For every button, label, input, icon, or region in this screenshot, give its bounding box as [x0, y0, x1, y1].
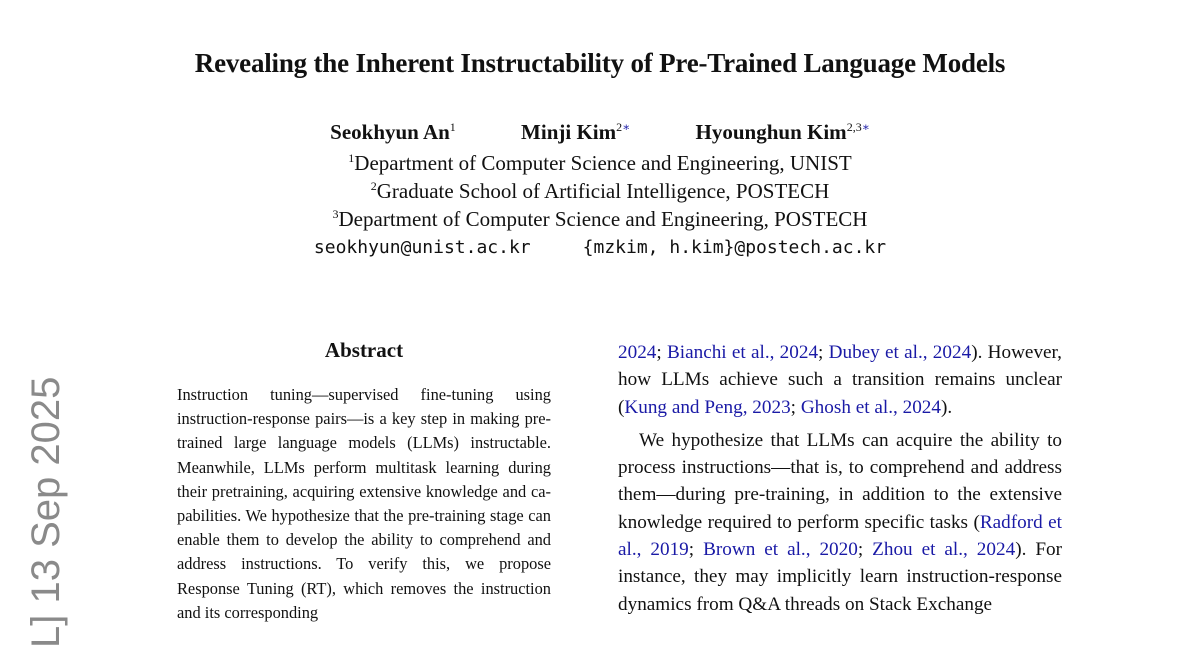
- author-name: Seokhyun An: [330, 120, 450, 144]
- arxiv-stamp: L] 13 Sep 2025: [24, 376, 68, 648]
- author-affil-sup: 2,3: [846, 120, 862, 134]
- abstract-text: Instruction tuning—supervised fine-tuning using instruction-response pairs—is a key step in making pre-trained large language models (LLMs) instructable. Meanwhile, LLMs perform multitask learning during their pretraining, acquiring extensive knowledge and capabilities. We hypothesize that the pre-training stage can enable them to develop the ability to comprehend and address instructions. To verify this, we propose Response Tuning (RT), which removes the instruction and its corresponding: [177, 385, 551, 622]
- citation-link[interactable]: Dubey et al., 2024: [828, 342, 972, 363]
- body-paragraph-1: [618, 339, 1062, 421]
- corresponding-author-mark: ∗: [622, 120, 631, 134]
- author-affil-sup: 2: [616, 120, 623, 134]
- affiliation-sup: 3: [332, 207, 339, 221]
- citation-link[interactable]: Bianchi et al., 2024: [666, 342, 819, 363]
- body-text: ).: [940, 396, 953, 418]
- body-text: ;: [857, 539, 873, 561]
- citation-link[interactable]: Kung and Peng, 2023: [624, 396, 791, 418]
- affiliation-text: Graduate School of Artificial Intelligence, POSTECH: [376, 179, 830, 203]
- affiliation-text: Department of Computer Science and Engineering, UNIST: [354, 151, 852, 175]
- body-column-right: [618, 339, 1062, 618]
- body-text: We hypothesize that LLMs can acquire the ability to process instructions—that is, to comprehend and address them—during pre-training, in addition to the extensive knowledge required to perform specific tasks (: [618, 429, 1062, 533]
- body-text: ;: [818, 342, 829, 363]
- affiliation-sup: 2: [370, 179, 377, 193]
- author-affil-sup: 1: [449, 120, 456, 134]
- affiliation-3: [0, 207, 1200, 232]
- citation-link[interactable]: Zhou et al., 2024: [872, 539, 1016, 561]
- paper-title: Revealing the Inherent Instructability of Pre-Trained Language Models: [194, 48, 1006, 78]
- affiliation-2: [0, 179, 1200, 204]
- affiliation-text: Department of Computer Science and Engineering, POSTECH: [338, 207, 868, 231]
- author-list: [0, 120, 1200, 145]
- corresponding-author-mark: ∗: [861, 120, 870, 134]
- affiliation-sup: 1: [348, 151, 355, 165]
- body-paragraph-2: [618, 427, 1062, 618]
- body-text: ;: [790, 396, 801, 418]
- abstract-heading: Abstract: [324, 338, 404, 362]
- body-text: ). For instance, they may implicitly learn instruction-response dynamics from Q&A threads on Stack Exchange: [618, 539, 1062, 615]
- body-text: ;: [688, 539, 704, 561]
- body-text: ). However, how LLMs achieve such a transition remains unclear (: [618, 342, 1062, 418]
- author-1: [330, 120, 456, 145]
- citation-link[interactable]: Radford et al., 2019: [618, 511, 1062, 561]
- body-text: ;: [656, 342, 667, 363]
- author-emails: [0, 237, 1200, 258]
- author-name: Hyounghun Kim: [695, 120, 847, 144]
- citation-link[interactable]: Ghosh et al., 2024: [800, 396, 941, 418]
- email-1: seokhyun@unist.ac.kr: [313, 237, 531, 258]
- author-3: [696, 120, 870, 145]
- author-name: Minji Kim: [521, 120, 617, 144]
- citation-link[interactable]: Brown et al., 2020: [703, 539, 858, 561]
- citation-link[interactable]: 2024: [618, 342, 657, 363]
- affiliation-1: [0, 151, 1200, 176]
- email-2: {mzkim, h.kim}@postech.ac.kr: [582, 237, 887, 258]
- author-2: [521, 120, 630, 145]
